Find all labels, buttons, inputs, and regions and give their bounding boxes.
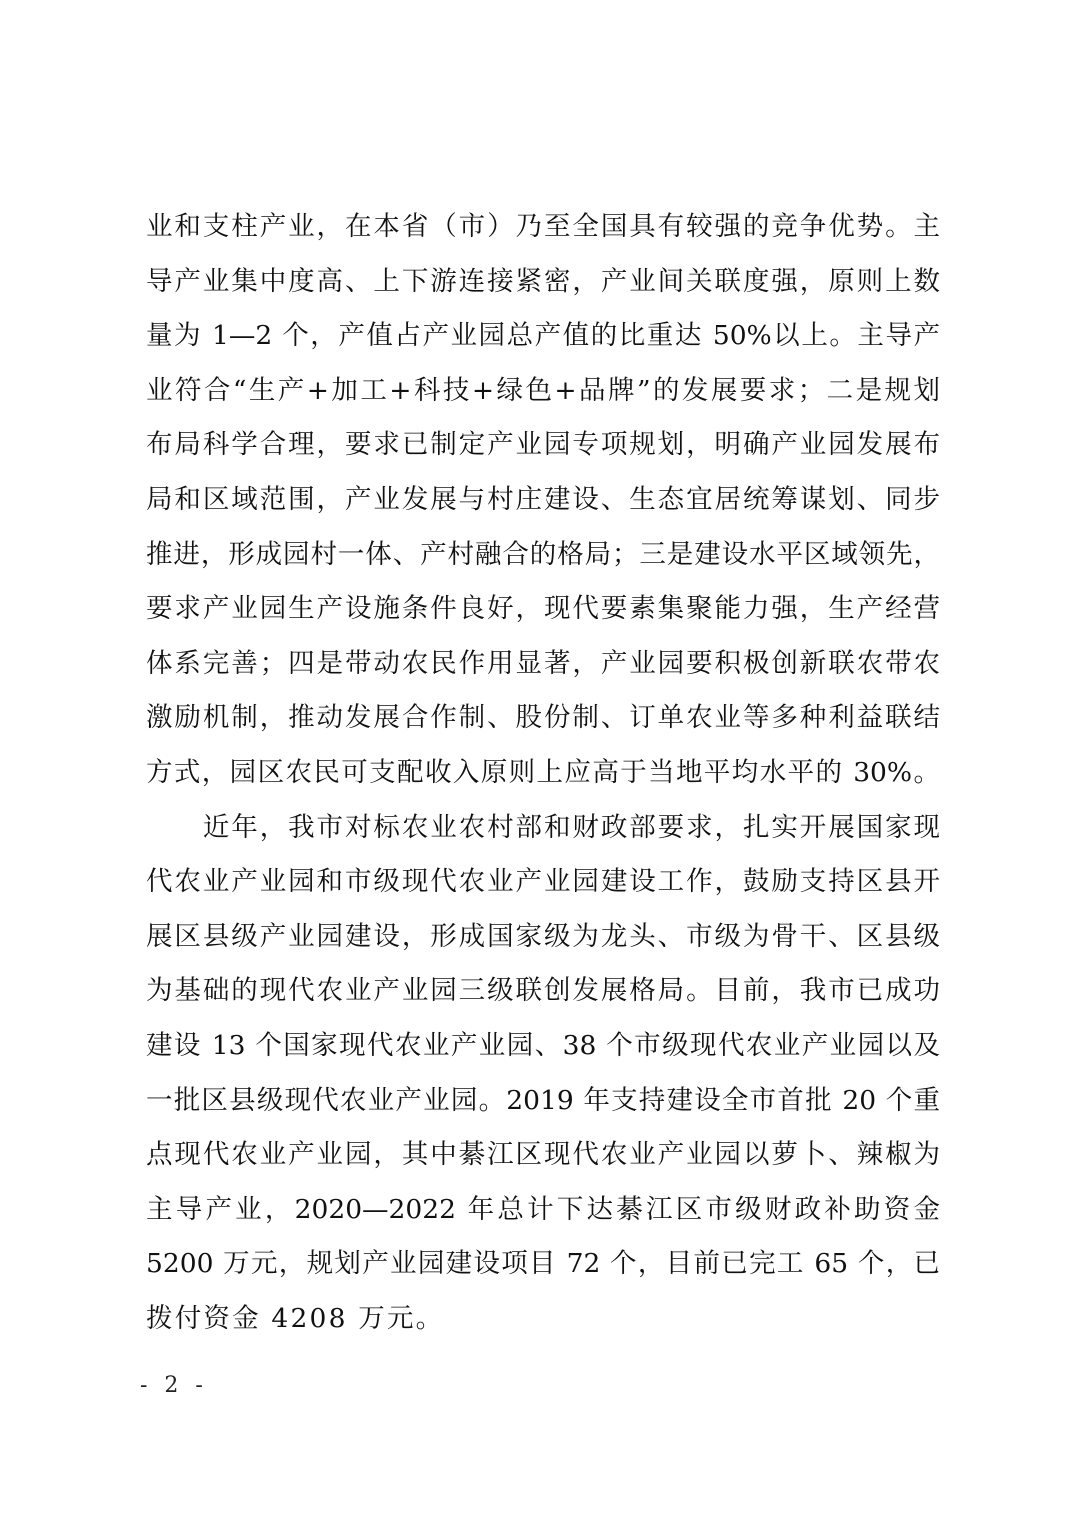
text-line: 建设 13 个国家现代农业产业园、38 个市级现代农业产业园以及 (146, 1029, 940, 1061)
text-line: 拨付资金 4208 万元。 (146, 1302, 445, 1334)
text-line: 布局科学合理，要求已制定产业园专项规划，明确产业园发展布 (146, 429, 940, 461)
text-line: 局和区域范围，产业发展与村庄建设、生态宜居统筹谋划、同步 (146, 483, 940, 515)
body-text (146, 200, 940, 1346)
text-line: 近年，我市对标农业农村部和财政部要求，扎实开展国家现 (146, 811, 940, 843)
text-line: 导产业集中度高、上下游连接紧密，产业间关联度强，原则上数 (146, 265, 940, 297)
text-line: 一批区县级现代农业产业园。2019 年支持建设全市首批 20 个重 (146, 1084, 940, 1116)
text-line: 为基础的现代农业产业园三级联创发展格局。目前，我市已成功 (146, 975, 940, 1007)
text-line: 要求产业园生产设施条件良好，现代要素集聚能力强，生产经营 (146, 593, 940, 625)
text-line: 5200 万元，规划产业园建设项目 72 个，目前已完工 65 个，已 (146, 1248, 940, 1280)
text-line: 方式，园区农民可支配收入原则上应高于当地平均水平的 30%。 (146, 756, 940, 788)
text-line: 业符合“生产+加工+科技+绿色+品牌”的发展要求；二是规划 (146, 374, 940, 406)
text-line: 推进，形成园村一体、产村融合的格局；三是建设水平区域领先， (146, 538, 940, 570)
text-line: 代农业产业园和市级现代农业产业园建设工作，鼓励支持区县开 (146, 866, 940, 898)
page-number: - 2 - (140, 1373, 208, 1398)
text-line: 展区县级产业园建设，形成国家级为龙头、市级为骨干、区县级 (146, 920, 940, 952)
text-line: 点现代农业产业园，其中綦江区现代农业产业园以萝卜、辣椒为 (146, 1139, 940, 1171)
text-line: 激励机制，推动发展合作制、股份制、订单农业等多种利益联结 (146, 702, 940, 734)
text-line: 量为 1—2 个，产值占产业园总产值的比重达 50%以上。主导产 (146, 320, 940, 352)
text-line: 体系完善；四是带动农民作用显著，产业园要积极创新联农带农 (146, 647, 940, 679)
text-line: 业和支柱产业，在本省（市）乃至全国具有较强的竞争优势。主 (146, 211, 940, 242)
text-line: 主导产业，2020—2022 年总计下达綦江区市级财政补助资金 (146, 1193, 940, 1225)
